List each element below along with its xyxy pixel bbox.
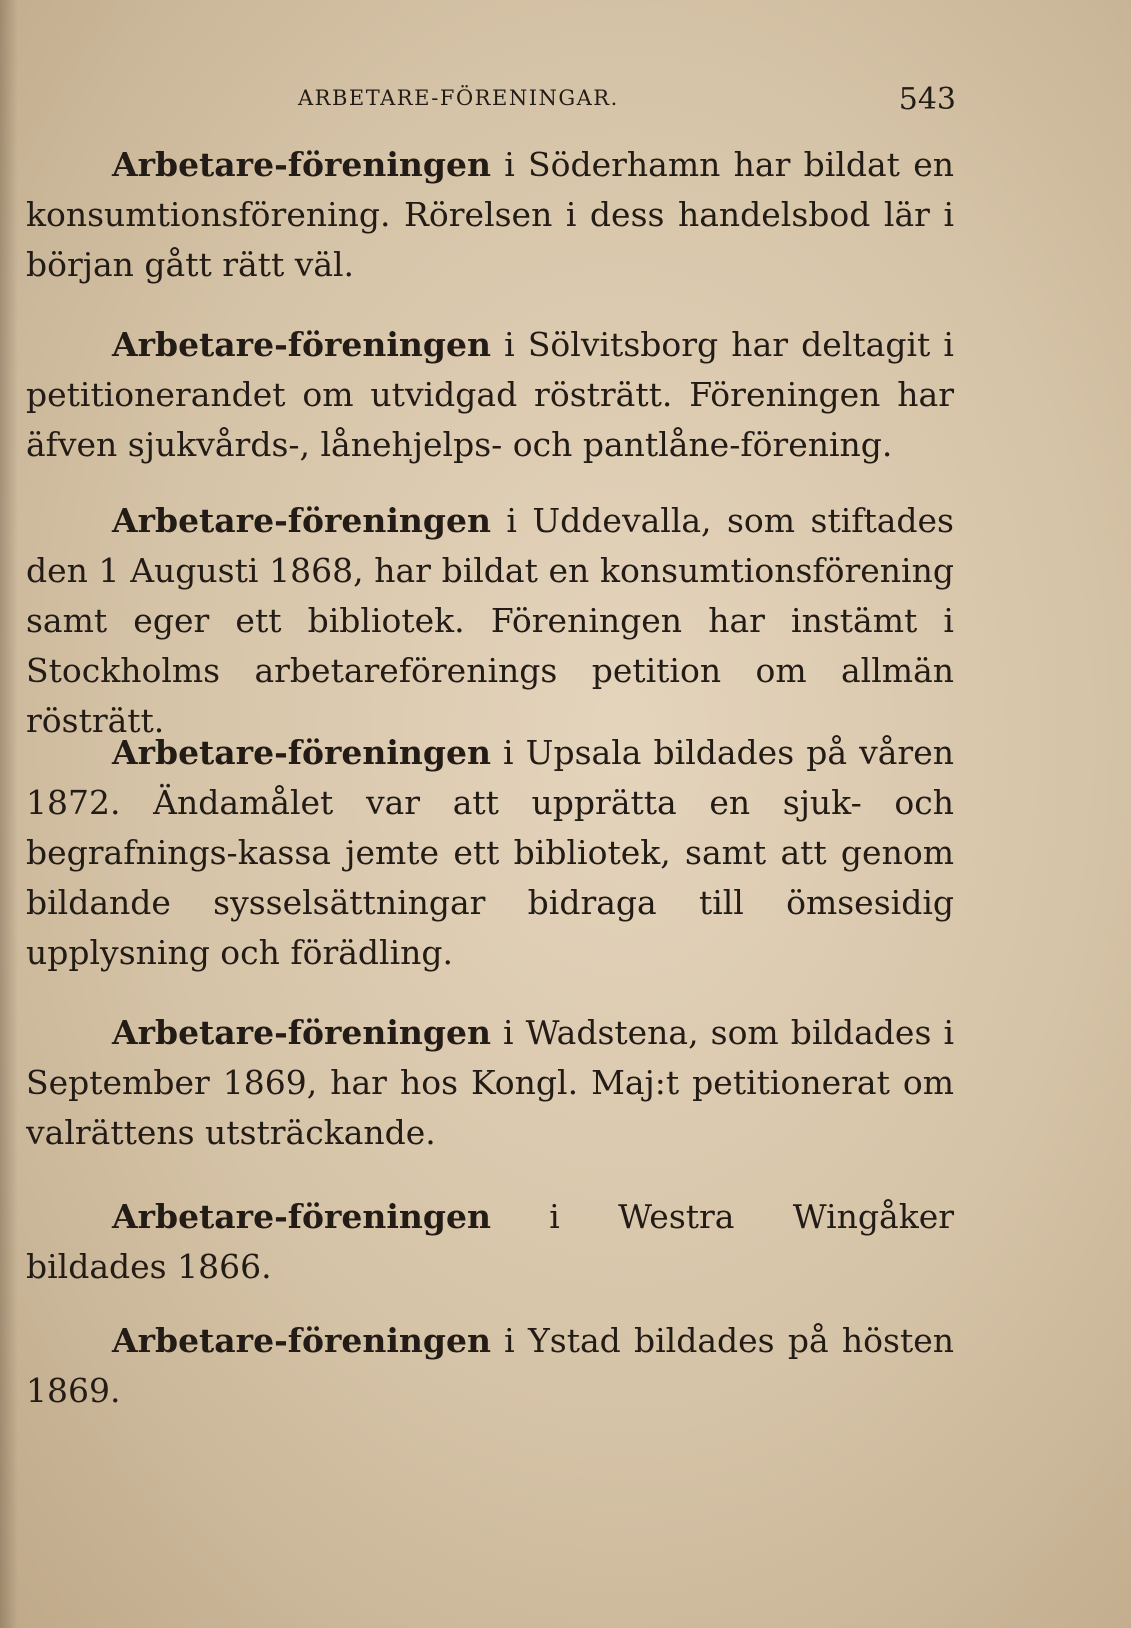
- entry-lead: Arbetare-föreningen: [112, 325, 491, 364]
- entry-text: i Sölvitsborg har deltagit i petitionerandet om utvidgad rösträtt. Föreningen har äfven sjukvårds-, lånehjelps- och pantlåne-förening.: [26, 325, 954, 464]
- entry-solvitsborg: [26, 320, 954, 470]
- entry-text: i Wadstena, som bildades i September 1869, har hos Kongl. Maj:t petitionerat om valrättens utsträckande.: [26, 1013, 954, 1152]
- entry-lead: Arbetare-föreningen: [112, 1013, 491, 1052]
- entry-lead: Arbetare-föreningen: [112, 1197, 491, 1236]
- page-number: 543: [898, 82, 956, 117]
- entry-text: i Westra Wingåker bildades 1866.: [26, 1197, 954, 1286]
- running-head: [298, 82, 958, 118]
- entry-uddevalla: [26, 496, 954, 746]
- entry-text: i Ystad bildades på hösten 1869.: [26, 1321, 954, 1410]
- entry-westra-wingaker: [26, 1192, 954, 1292]
- entry-lead: Arbetare-föreningen: [112, 1321, 491, 1360]
- entry-text: i Upsala bildades på våren 1872. Ändamålet var att upprätta en sjuk- och begrafnings-kassa jemte ett bibliotek, samt att genom bildande sysselsättningar bidraga till ömsesidig upplysning och förädling.: [26, 733, 954, 972]
- entry-lead: Arbetare-föreningen: [112, 733, 491, 772]
- page-edge-shadow: [0, 0, 18, 1628]
- entry-text: i Söderhamn har bildat en konsumtionsförening. Rörelsen i dess handelsbod lär i början gått rätt väl.: [26, 145, 954, 284]
- entry-ystad: [26, 1316, 954, 1416]
- entry-lead: Arbetare-föreningen: [112, 145, 491, 184]
- entry-text: i Uddevalla, som stiftades den 1 Augusti 1868, har bildat en konsumtionsförening samt eger ett bibliotek. Föreningen har instämt i Stockholms arbetareförenings petition om allmän rösträtt.: [26, 501, 954, 740]
- entry-soderhamn: [26, 140, 954, 290]
- running-head-title: ARBETARE-FÖRENINGAR.: [298, 86, 619, 110]
- entry-lead: Arbetare-föreningen: [112, 501, 491, 540]
- entry-upsala: [26, 728, 954, 978]
- entry-wadstena: [26, 1008, 954, 1158]
